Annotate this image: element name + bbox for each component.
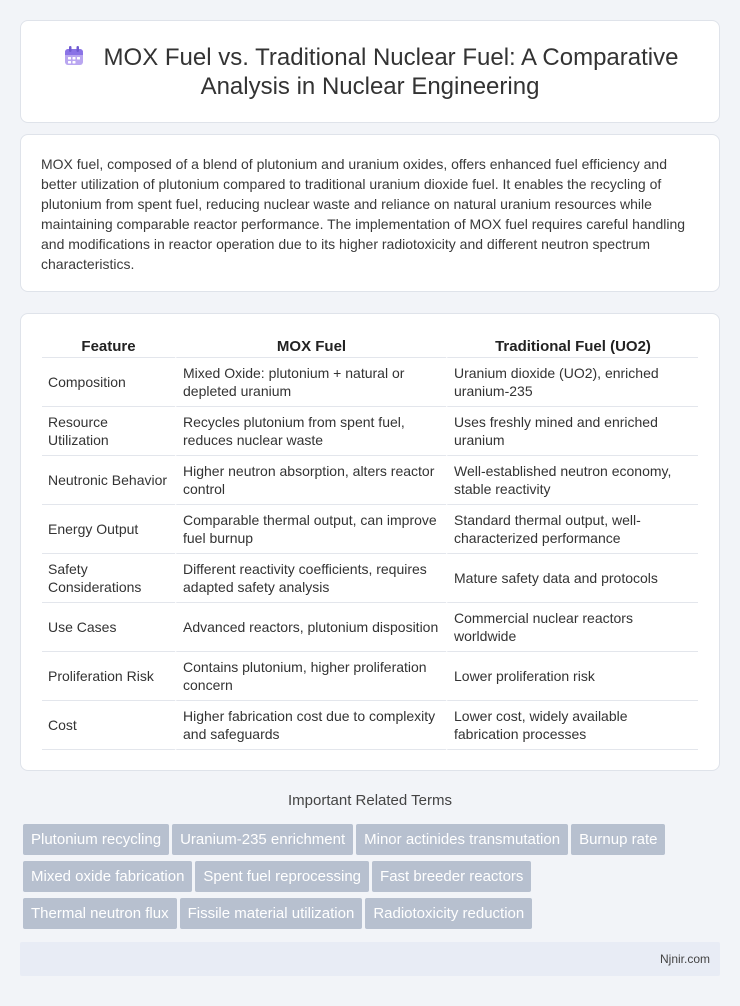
header-traditional-fuel: Traditional Fuel (UO2) bbox=[446, 336, 698, 358]
related-term-tag[interactable]: Mixed oxide fabrication bbox=[23, 861, 192, 892]
row-mox-value: Mixed Oxide: plutonium + natural or depleted uranium bbox=[175, 358, 446, 407]
row-feature: Cost bbox=[42, 701, 175, 750]
header-mox-fuel: MOX Fuel bbox=[175, 336, 446, 358]
comparison-table bbox=[42, 336, 698, 750]
row-mox-value: Different reactivity coefficients, requires adapted safety analysis bbox=[175, 554, 446, 603]
table-row bbox=[42, 456, 698, 505]
related-term-tag[interactable]: Radiotoxicity reduction bbox=[365, 898, 532, 929]
footer bbox=[20, 942, 720, 976]
related-term-tag[interactable]: Burnup rate bbox=[571, 824, 665, 855]
row-traditional-value: Mature safety data and protocols bbox=[446, 554, 698, 603]
related-terms-heading: Important Related Terms bbox=[288, 792, 452, 809]
table-row bbox=[42, 603, 698, 652]
header-feature: Feature bbox=[42, 336, 175, 358]
row-mox-value: Higher neutron absorption, alters reactor control bbox=[175, 456, 446, 505]
row-feature: Proliferation Risk bbox=[42, 652, 175, 701]
row-mox-value: Higher fabrication cost due to complexity and safeguards bbox=[175, 701, 446, 750]
row-feature: Composition bbox=[42, 358, 175, 407]
row-feature: Neutronic Behavior bbox=[42, 456, 175, 505]
footer-site-link[interactable]: Njnir.com bbox=[659, 952, 710, 966]
row-feature: Safety Considerations bbox=[42, 554, 175, 603]
page-title-text: MOX Fuel vs. Traditional Nuclear Fuel: A Comparative Analysis in Nuclear Engineering bbox=[103, 44, 679, 100]
related-terms-tags bbox=[23, 824, 723, 935]
related-term-tag[interactable]: Fast breeder reactors bbox=[372, 861, 531, 892]
table-row bbox=[42, 701, 698, 750]
table-row bbox=[42, 505, 698, 554]
related-term-tag[interactable]: Uranium-235 enrichment bbox=[172, 824, 353, 855]
row-traditional-value: Uranium dioxide (UO2), enriched uranium-235 bbox=[446, 358, 698, 407]
comparison-table-card bbox=[20, 313, 720, 771]
table-row bbox=[42, 407, 698, 456]
row-mox-value: Contains plutonium, higher proliferation concern bbox=[175, 652, 446, 701]
intro-paragraph: MOX fuel, composed of a blend of plutonium and uranium oxides, offers enhanced fuel efficiency and better utilization of plutonium compared to traditional uranium dioxide fuel. It enables the recycling of plutonium from spent fuel, reducing nuclear waste and reliance on natural uranium resources while maintaining comparable reactor performance. The implementation of MOX fuel requires careful handling and modifications in reactor operation due to its higher radiotoxicity and different neutron spectrum characteristics. bbox=[41, 156, 686, 272]
table-row bbox=[42, 358, 698, 407]
related-term-tag[interactable]: Thermal neutron flux bbox=[23, 898, 177, 929]
row-traditional-value: Lower cost, widely available fabrication processes bbox=[446, 701, 698, 750]
row-feature: Resource Utilization bbox=[42, 407, 175, 456]
tag-row bbox=[23, 824, 723, 861]
table-row bbox=[42, 652, 698, 701]
table-header-row bbox=[42, 336, 698, 358]
related-term-tag[interactable]: Fissile material utilization bbox=[180, 898, 363, 929]
row-traditional-value: Standard thermal output, well-characterized performance bbox=[446, 505, 698, 554]
row-mox-value: Recycles plutonium from spent fuel, reduces nuclear waste bbox=[175, 407, 446, 456]
row-traditional-value: Lower proliferation risk bbox=[446, 652, 698, 701]
title-card bbox=[20, 20, 720, 123]
row-mox-value: Comparable thermal output, can improve fuel burnup bbox=[175, 505, 446, 554]
row-traditional-value: Well-established neutron economy, stable reactivity bbox=[446, 456, 698, 505]
intro-card bbox=[20, 134, 720, 292]
row-feature: Use Cases bbox=[42, 603, 175, 652]
related-term-tag[interactable]: Spent fuel reprocessing bbox=[195, 861, 369, 892]
page-title bbox=[61, 43, 679, 101]
related-term-tag[interactable]: Plutonium recycling bbox=[23, 824, 169, 855]
table-row bbox=[42, 554, 698, 603]
row-mox-value: Advanced reactors, plutonium disposition bbox=[175, 603, 446, 652]
row-feature: Energy Output bbox=[42, 505, 175, 554]
related-term-tag[interactable]: Minor actinides transmutation bbox=[356, 824, 568, 855]
calendar-icon bbox=[62, 44, 86, 68]
tag-row bbox=[23, 898, 723, 935]
row-traditional-value: Uses freshly mined and enriched uranium bbox=[446, 407, 698, 456]
row-traditional-value: Commercial nuclear reactors worldwide bbox=[446, 603, 698, 652]
tag-row bbox=[23, 861, 723, 898]
